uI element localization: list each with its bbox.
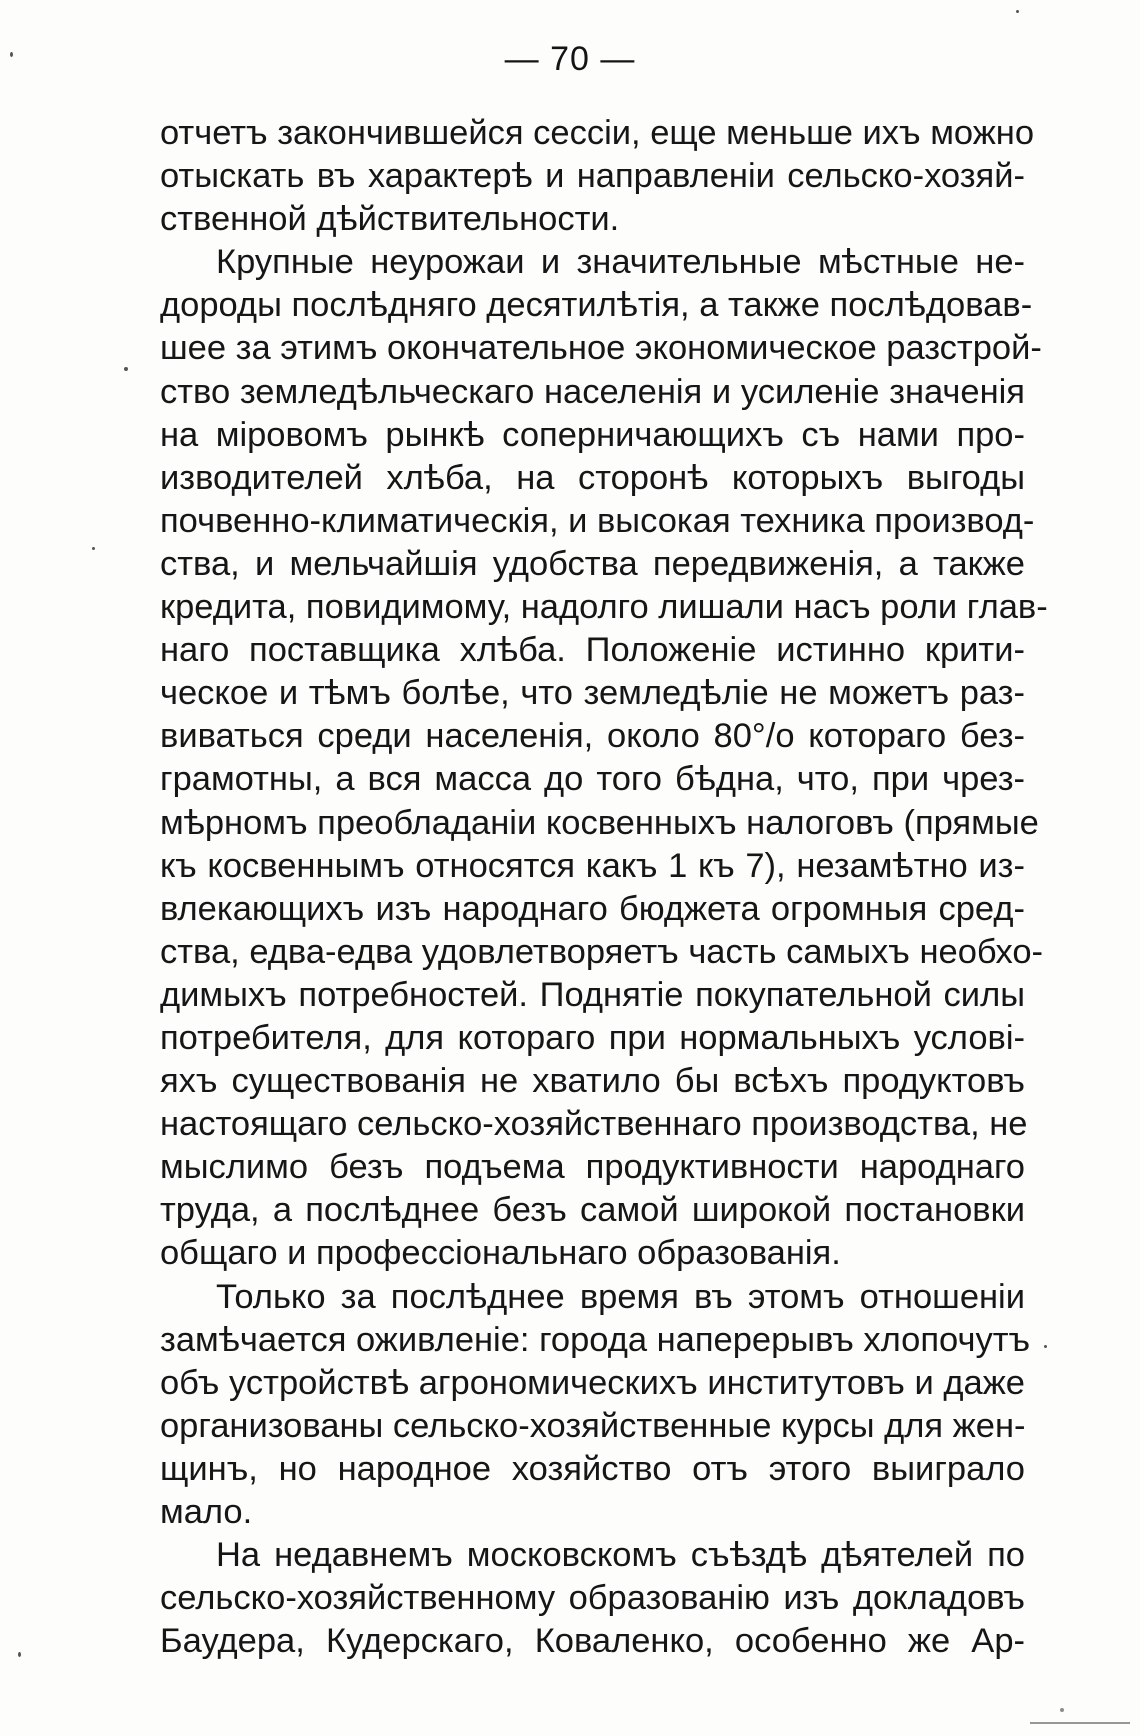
scan-speck	[1016, 10, 1019, 13]
text-line: дороды послѣдняго десятилѣтія, а также послѣдовав-	[160, 286, 1033, 325]
text-line: На недавнемъ московскомъ съѣздѣ дѣятелей по	[216, 1536, 1025, 1575]
text-line: потребителя, для котораго при нормальныхъ услові-	[160, 1018, 1025, 1057]
text-line: изводителей хлѣба, на сторонѣ которыхъ выгоды	[160, 458, 1025, 497]
text-line: ства, едва-едва удовлетворяетъ часть самыхъ необхо-	[160, 932, 1044, 971]
body-text	[160, 112, 1048, 1663]
text-line: яхъ существованія не хватило бы всѣхъ продуктовъ	[160, 1062, 1025, 1101]
page-number: — 70 —	[504, 40, 636, 78]
text-line: мало.	[160, 1493, 253, 1531]
text-line: объ устройствѣ агрономическихъ институтовъ и даже	[160, 1363, 1025, 1402]
text-line: отыскать въ характерѣ и направленіи сельско-хозяй-	[160, 157, 1025, 196]
text-line: наго поставщика хлѣба. Положеніе истинно крити-	[160, 631, 1025, 670]
scan-mark	[1060, 1708, 1064, 1712]
text-line: щинъ, но народное хозяйство отъ этого выиграло	[160, 1449, 1025, 1488]
text-line: замѣчается оживленіе: города наперерывъ хлопочутъ	[160, 1320, 1031, 1359]
text-line: ственной дѣйствительности.	[160, 200, 620, 239]
scan-mark	[1030, 1722, 1130, 1724]
text-line: мыслимо безъ подъема продуктивности народнаго	[160, 1148, 1025, 1187]
text-line: общаго и профессіональнаго образованія.	[160, 1234, 841, 1273]
text-line: виваться среди населенія, около 80°/о котораго без-	[160, 717, 1025, 756]
paragraph-4	[160, 1534, 1025, 1663]
text-line: настоящаго сельско-хозяйственнаго производства, не	[160, 1105, 1028, 1144]
text-line: Только за послѣднее время въ этомъ отношеніи	[216, 1277, 1025, 1316]
text-line: отчетъ закончившейся сессіи, еще меньше ихъ можно	[160, 114, 1035, 152]
text-line: Баудера, Кудерскаго, Коваленко, особенно же Ар-	[160, 1622, 1025, 1661]
text-line: на міровомъ рынкѣ соперничающихъ съ нами про-	[160, 415, 1025, 454]
text-line: кредита, повидимому, надолго лишали насъ роли глав-	[160, 588, 1048, 627]
text-line: грамотны, а вся масса до того бѣдна, что, при чрез-	[160, 760, 1025, 799]
text-line: организованы сельско-хозяйственные курсы для жен-	[160, 1406, 1026, 1445]
text-line: шее за этимъ окончательное экономическое разстрой-	[160, 329, 1042, 368]
scan-speck	[1044, 1345, 1047, 1348]
text-line: влекающихъ изъ народнаго бюджета огромныя сред-	[160, 889, 1025, 928]
scan-speck	[124, 367, 128, 371]
text-line: къ косвеннымъ относятся какъ 1 къ 7), незамѣтно из-	[160, 846, 1025, 885]
paragraph-3	[160, 1276, 1031, 1535]
text-line: сельско-хозяйственному образованію изъ докладовъ	[160, 1579, 1025, 1618]
scan-speck	[92, 547, 95, 550]
text-line: димыхъ потребностей. Поднятіе покупательной силы	[160, 975, 1025, 1014]
text-line: ства, и мельчайшія удобства передвиженія, а также	[160, 544, 1025, 583]
paragraph-2	[160, 241, 1048, 1275]
paragraph-1	[160, 112, 1035, 241]
scan-speck	[18, 1652, 21, 1657]
scan-speck	[10, 52, 13, 57]
text-line: ство земледѣльческаго населенія и усиленіе значенія	[160, 372, 1025, 411]
text-line: Крупные неурожаи и значительные мѣстные не-	[216, 243, 1025, 282]
text-line: труда, а послѣднее безъ самой широкой постановки	[160, 1191, 1025, 1230]
text-line: мѣрномъ преобладаніи косвенныхъ налоговъ (прямые	[160, 803, 1039, 842]
text-line: ческое и тѣмъ болѣе, что земледѣліе не можетъ раз-	[160, 674, 1025, 713]
text-line: почвенно-климатическія, и высокая техника производ-	[160, 501, 1035, 540]
